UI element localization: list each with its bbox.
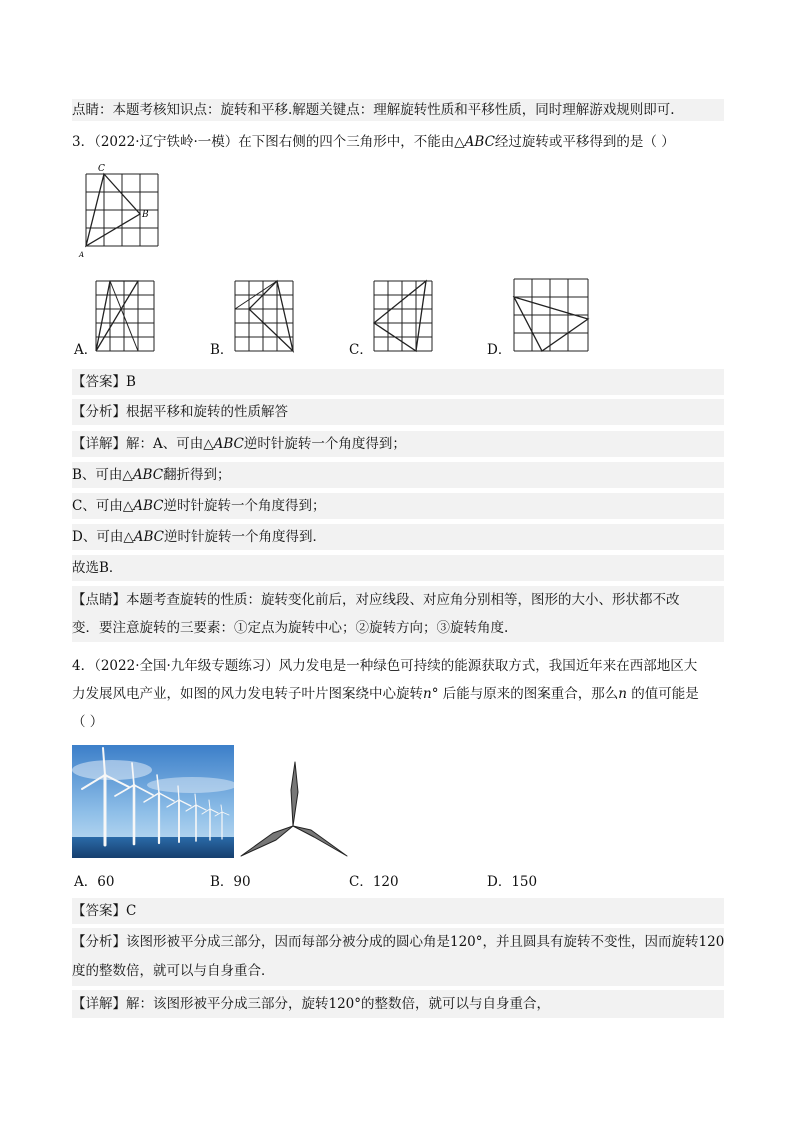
q3-detail-d-head: D、可由 bbox=[72, 529, 124, 545]
q3-note bbox=[72, 586, 724, 642]
q3-detail-b-tail: 翻折得到； bbox=[163, 467, 231, 483]
option-b-label: B． bbox=[210, 342, 234, 358]
q3-detail-a bbox=[72, 431, 724, 457]
q4-option-a: A．60 bbox=[74, 874, 115, 890]
point-c-label: C bbox=[98, 164, 105, 174]
q3-detail-d bbox=[72, 524, 724, 550]
q3-stem-text: 3．（2022·辽宁铁岭·一模）在下图右侧的四个三角形中，不能由 bbox=[72, 134, 455, 150]
triangle-symbol: △ bbox=[203, 436, 214, 452]
q3-detail-d-tail: 逆时针旋转一个角度得到． bbox=[163, 529, 326, 545]
triangle-symbol: △ bbox=[454, 134, 465, 150]
q4-answer bbox=[72, 898, 724, 924]
point-a-label: A bbox=[79, 251, 85, 259]
point-b-label: B bbox=[142, 210, 149, 220]
q3-abc: ABC bbox=[213, 436, 244, 452]
option-b-figure bbox=[233, 279, 295, 353]
q3-detail-b-head: B、可由 bbox=[72, 467, 123, 483]
three-blade-rotor-figure bbox=[238, 760, 350, 860]
q3-stem-text-2: 经过旋转或平移得到的是（ ） bbox=[494, 134, 675, 150]
wind-turbine-photo bbox=[72, 745, 234, 858]
q3-detail-a-tail: 逆时针旋转一个角度得到； bbox=[243, 436, 406, 452]
q3-main-grid-figure bbox=[76, 160, 166, 260]
q3-detail-c-head: C、可由 bbox=[72, 498, 123, 514]
q3-analysis-text: 【分析】根据平移和旋转的性质解答 bbox=[72, 404, 288, 420]
q3-abc: ABC bbox=[464, 134, 495, 150]
q3-stem bbox=[72, 131, 724, 153]
q3-answer bbox=[72, 369, 724, 395]
q3-choose-text: 故选B． bbox=[72, 560, 123, 576]
q4-stem-line-2 bbox=[72, 680, 724, 708]
option-d-figure bbox=[512, 277, 592, 353]
q4-answer-text: 【答案】C bbox=[72, 903, 137, 919]
q4-option-b: B．90 bbox=[210, 874, 251, 890]
q4-analysis-line-1: 【分析】该图形被平分成三部分，因而每部分被分成的圆心角是120°，并且圆具有旋转不变性，因而旋转120 bbox=[72, 934, 725, 950]
previous-dianjing-note bbox=[72, 99, 724, 121]
option-c-figure bbox=[372, 279, 434, 353]
previous-dianjing-text: 点睛：本题考核知识点：旋转和平移.解题关键点：理解旋转性质和平移性质，同时理解游戏规则即可. bbox=[72, 102, 675, 118]
q3-note-line-1: 【点睛】本题考查旋转的性质：旋转变化前后，对应线段、对应角分别相等，图形的大小、形状都不改 bbox=[72, 592, 680, 608]
option-a-label: A． bbox=[74, 342, 98, 358]
q4-option-c: C．120 bbox=[349, 874, 399, 890]
q4-option-d: D．150 bbox=[487, 874, 538, 890]
q4-stem-line-2c: 的值可能是 bbox=[631, 686, 699, 702]
triangle-symbol: △ bbox=[122, 467, 133, 483]
q3-note-line-2: 变．要注意旋转的三要素：①定点为旋转中心；②旋转方向；③旋转角度. bbox=[72, 620, 509, 636]
triangle-symbol: △ bbox=[122, 498, 134, 514]
q3-abc: ABC bbox=[133, 498, 164, 514]
q3-abc: ABC bbox=[132, 467, 164, 483]
q3-choose bbox=[72, 555, 724, 581]
q4-stem-line-3: （ ） bbox=[72, 714, 104, 730]
q4-n-degree: n° bbox=[423, 686, 439, 702]
q4-stem-line-2a: 力发展风电产业，如图的风力发电转子叶片图案绕中心旋转 bbox=[72, 686, 423, 702]
option-d-label: D． bbox=[487, 342, 512, 358]
q4-detail bbox=[72, 990, 724, 1018]
q3-analysis bbox=[72, 399, 724, 425]
q4-analysis-line-2: 度的整数倍，就可以与自身重合． bbox=[72, 963, 275, 979]
q4-detail-text: 【详解】解：该图形被平分成三部分，旋转120°的整数倍，就可以与自身重合， bbox=[72, 996, 551, 1012]
q4-stem-line-1: 4．（2022·全国·九年级专题练习）风力发电是一种绿色可持续的能源获取方式，我国近年来在西部地区大 bbox=[72, 658, 698, 674]
option-a-figure bbox=[94, 279, 156, 353]
q3-detail-c bbox=[72, 493, 724, 519]
q4-stem bbox=[72, 652, 724, 736]
q4-n: n bbox=[618, 686, 627, 702]
q3-detail-a-head: 【详解】解：A、可由 bbox=[72, 436, 204, 452]
q3-answer-text: 【答案】B bbox=[72, 374, 136, 390]
q4-analysis bbox=[72, 928, 724, 986]
option-c-label: C． bbox=[349, 342, 373, 358]
q3-detail-c-tail: 逆时针旋转一个角度得到； bbox=[163, 498, 326, 514]
q3-detail-b bbox=[72, 462, 724, 488]
q3-abc: ABC bbox=[133, 529, 164, 545]
triangle-symbol: △ bbox=[123, 529, 134, 545]
q4-stem-line-2b: 后能与原来的图案重合，那么 bbox=[442, 686, 619, 702]
